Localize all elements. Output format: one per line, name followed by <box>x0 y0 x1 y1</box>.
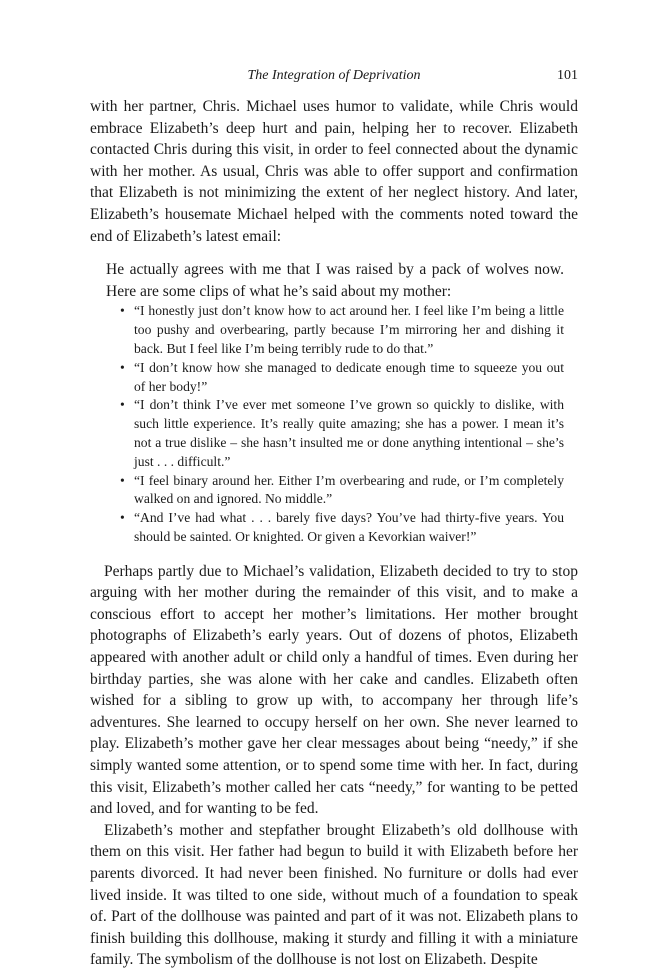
body-text <box>90 96 578 971</box>
paragraph: Elizabeth’s mother and stepfather brought Elizabeth’s old dollhouse with them on this visit. Her father had begun to build it with Elizabeth before her parents divorced. It had never been finished. No furniture or dolls had ever lived inside. It was tilted to one side, without much of a foundation to speak of. Part of the dollhouse was painted and part of it was not. Elizabeth plans to finish building this dollhouse, making it sturdy and filling it with a miniature family. The symbolism of the dollhouse is not lost on Elizabeth. Despite <box>90 821 578 969</box>
bullet-icon: • <box>120 397 125 413</box>
running-header <box>90 62 578 88</box>
running-title: The Integration of Deprivation <box>247 68 421 83</box>
paragraph: with her partner, Chris. Michael uses humor to validate, while Chris would embrace Elizabeth’s deep hurt and pain, helping her to recover. Elizabeth contacted Chris during this visit, in order to feel connected about the dynamic with her mother. As usual, Chris was able to offer support and confirmation that Elizabeth is not minimizing the extent of her neglect history. And later, Elizabeth’s housemate Michael helped with the comments noted toward the end of Elizabeth’s latest email: <box>90 98 578 245</box>
list-item <box>120 396 564 471</box>
paragraph: Perhaps partly due to Michael’s validation, Elizabeth decided to try to stop arguing with her mother during the remainder of this visit, and to make a conscious effort to accept her mother’s limitations. Her mother brought photographs of Elizabeth’s early years. Out of dozens of photos, Elizabeth appeared with another adult or child only a handful of times. Even during her birthday parties, she was alone with her cake and candles. Elizabeth often wished for a sibling to grow up with, to accompany her through life’s adventures. She learned to occupy herself on her own. She never learned to play. Elizabeth’s mother gave her clear messages about being “needy,” if she simply wanted some attention, or to spend some time with her. In fact, during this visit, Elizabeth’s mother called her cats “needy,” for wanting to be petted and loved, and for wanting to be fed. <box>90 562 578 818</box>
list-item-text: “And I’ve had what . . . barely five days? You’ve had thirty-five years. You should be sainted. Or knighted. Or given a Kevorkian waiver!” <box>134 510 564 544</box>
bullet-icon: • <box>120 303 125 319</box>
book-page <box>90 62 578 971</box>
bullet-icon: • <box>120 359 125 375</box>
bullet-icon: • <box>120 510 125 526</box>
quote-intro: He actually agrees with me that I was raised by a pack of wolves now. Here are some clips of what he’s said about my mother: <box>106 261 564 300</box>
list-item <box>120 359 564 397</box>
list-item-text: “I feel binary around her. Either I’m overbearing and rude, or I’m completely walked on and ignored. No middle.” <box>134 472 564 507</box>
list-item <box>120 509 564 547</box>
list-item-text: “I don’t think I’ve ever met someone I’ve grown so quickly to dislike, with such little experience. It’s really quite amazing; she has a power. I mean it’s not a true dislike – she hasn’t insulted me or done anything intentional – she’s just . . . difficult.” <box>134 397 564 469</box>
list-item-text: “I don’t know how she managed to dedicate enough time to squeeze you out of her body!” <box>134 359 564 394</box>
bullet-icon: • <box>120 472 125 488</box>
list-item <box>120 302 564 358</box>
page-number: 101 <box>557 68 578 83</box>
quote-bullet-list <box>106 302 564 546</box>
list-item <box>120 472 564 510</box>
email-block-quote <box>106 259 564 547</box>
list-item-text: “I honestly just don’t know how to act around her. I feel like I’m being a little too pushy and overbearing, partly because I’m mirroring her and dishing it back. But I feel like I’m being terribly rude to do that.” <box>134 303 564 356</box>
